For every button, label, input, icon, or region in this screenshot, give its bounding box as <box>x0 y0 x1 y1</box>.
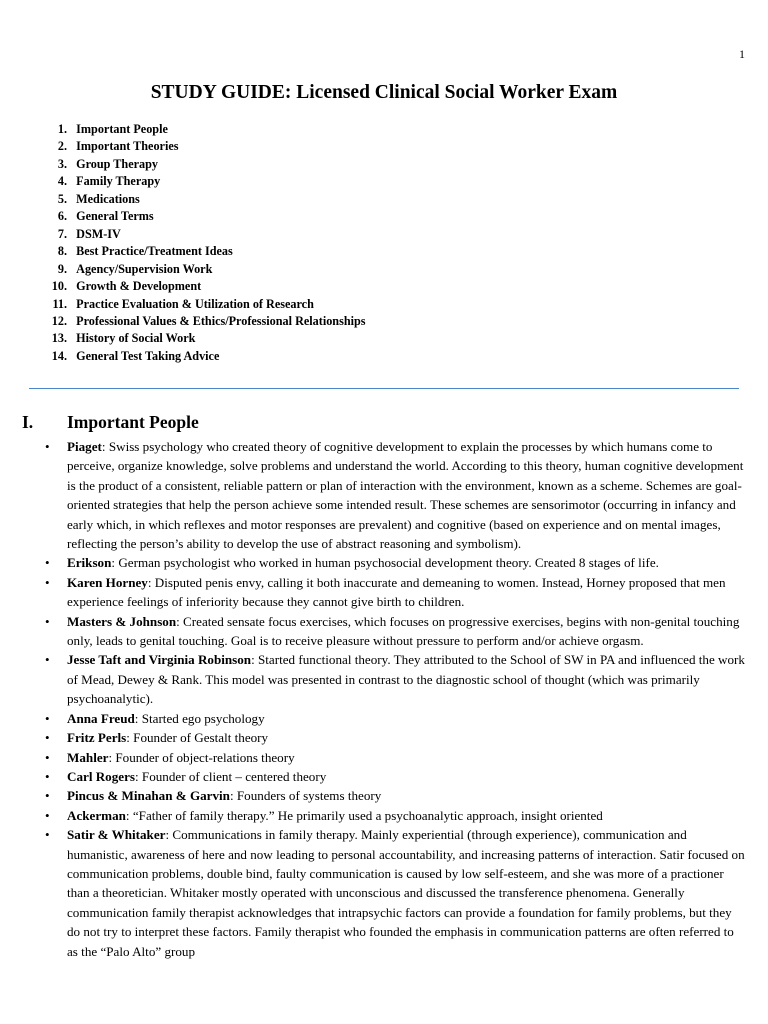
section-divider <box>29 388 739 389</box>
list-item <box>67 650 747 708</box>
entry-name: Piaget <box>67 439 102 454</box>
list-item <box>67 612 747 651</box>
toc-number: 9. <box>57 261 67 276</box>
toc-number: 6. <box>57 209 67 224</box>
toc-item <box>40 348 366 365</box>
toc-number: 10. <box>51 279 67 294</box>
list-item <box>67 573 747 612</box>
entry-name: Ackerman <box>67 807 126 823</box>
toc-label: Medications <box>76 191 140 206</box>
entry-name: Pincus & Minahan & Garvin <box>67 788 230 804</box>
toc-item <box>40 261 366 278</box>
toc-number: 1. <box>57 122 67 136</box>
toc-number: 4. <box>57 174 67 189</box>
toc-label: Growth & Development <box>76 279 202 294</box>
entry-text: German psychologist who worked in human psychosocial development theory. Created 8 stages of life. <box>118 555 659 571</box>
entry-separator: : <box>134 710 142 726</box>
list-item <box>67 806 747 825</box>
list-item <box>67 728 747 747</box>
section-numeral: I. <box>22 412 34 432</box>
toc-item <box>40 330 366 347</box>
document-title: STUDY GUIDE: Licensed Clinical Social Worker Exam <box>150 82 618 103</box>
toc-number: 13. <box>51 331 67 346</box>
entry-text: Disputed penis envy, calling it both inaccurate and demeaning to women. Instead, Horney proposed that men experience feelings of inferiority because they cannot give birth to children. <box>67 574 726 610</box>
entry-name: Satir & Whitaker <box>67 827 166 843</box>
section-title: Important People <box>67 412 199 432</box>
toc-number: 3. <box>57 156 67 171</box>
list-item <box>67 748 747 767</box>
entry-text: Founder of client – centered theory <box>141 768 327 784</box>
entry-separator: : <box>125 807 133 823</box>
toc-item <box>40 156 366 173</box>
toc-item <box>40 208 366 225</box>
toc-label: Family Therapy <box>76 174 161 189</box>
entry-name: Anna Freud <box>67 710 135 726</box>
toc-label: Important People <box>76 122 168 136</box>
page-number: 1 <box>739 47 745 61</box>
toc-number: 12. <box>51 313 67 328</box>
entry-separator: : <box>101 439 109 454</box>
toc-number: 7. <box>57 226 67 241</box>
entry-separator: : <box>176 613 184 629</box>
toc-item <box>40 226 366 243</box>
entry-name: Masters & Johnson <box>67 613 177 629</box>
entry-text: “Father of family therapy.” He primarily used a psychoanalytic approach, insight oriented <box>132 807 603 823</box>
people-list <box>67 437 747 961</box>
toc-label: Agency/Supervision Work <box>76 261 213 276</box>
entry-text: Started functional theory. They attributed to the School of SW in PA and influenced the work of Mead, Dewey & Rank. This model was presented in contrast to the diagnostic school of thought (which was primarily psychoanalytic). <box>67 652 745 707</box>
entry-name: Fritz Perls <box>67 730 127 746</box>
list-item <box>67 825 747 961</box>
entry-text: Communications in family therapy. Mainly experiential (through experience), communication and humanistic, awareness of here and now leading to personal accountability, and increasing patterns of interaction. Satir focused on communication problems, double bind, faulty communication is caused by low self-esteem, and she was more of a practioner than a theoretician. Whitaker mostly operated with unconscious and discussed the transference phenomena. Generally communication family therapist acknowledges that intrapsychic factors can provide a foundation for family problems, but they do not try to interpret these factors. Family therapist who founded the emphasis in communication patterns are often referred to as the “Palo Alto” group <box>67 827 745 959</box>
entry-separator: : <box>126 730 134 746</box>
list-item <box>67 786 747 805</box>
toc-number: 11. <box>52 296 67 311</box>
entry-text: Swiss psychology who created theory of cognitive development to explain the processes by which humans come to perceive, organize knowledge, solve problems and understand the world. According to this theory, human cognitive development is the product of a consistent, reliable pattern or plan of interaction with the environment, known as a scheme. Schemes are goal-oriented strategies that help the person achieve some intended result. These schemes are sensorimotor (occurring in infancy and early which, in which reflexes and motor responses are prevalent) and cognitive (based on experience and on mental images, reflecting the person’s ability to develop the use of abstract reasoning and symbolism). <box>67 439 744 552</box>
toc-item <box>40 138 366 155</box>
toc-item <box>40 191 366 208</box>
toc-label: Important Theories <box>76 139 179 154</box>
toc-label: Best Practice/Treatment Ideas <box>76 244 233 259</box>
section-heading <box>22 412 199 433</box>
toc-label: Group Therapy <box>76 156 158 171</box>
toc-item <box>40 278 366 295</box>
entry-text: Founder of Gestalt theory <box>133 730 269 746</box>
entry-name: Jesse Taft and Virginia Robinson <box>67 652 252 668</box>
toc-item <box>40 313 366 330</box>
toc-item <box>40 173 366 190</box>
toc-item <box>40 296 366 313</box>
entry-separator: : <box>165 827 173 843</box>
entry-text: Founder of object-relations theory <box>115 749 295 765</box>
entry-text: Created sensate focus exercises, which focuses on progressive exercises, begins with non-genital touching only, leads to genital touching. Goal is to receive pleasure without pressure to perform and/or achieve orgasm. <box>67 613 740 649</box>
toc-label: General Terms <box>76 209 154 224</box>
toc-number: 14. <box>51 348 67 363</box>
toc-label: Practice Evaluation & Utilization of Research <box>76 296 314 311</box>
entry-separator: : <box>111 555 119 571</box>
toc-number: 2. <box>57 139 67 154</box>
entry-separator: : <box>229 788 237 804</box>
list-item <box>67 437 747 553</box>
toc-number: 8. <box>57 244 67 259</box>
toc-label: DSM-IV <box>76 226 121 241</box>
entry-separator: : <box>108 749 116 765</box>
toc-label: Professional Values & Ethics/Professional Relationships <box>76 313 366 328</box>
entry-separator: : <box>251 652 259 668</box>
entry-name: Carl Rogers <box>67 768 135 784</box>
list-item <box>67 553 747 572</box>
toc-item <box>40 121 366 138</box>
entry-separator: : <box>147 574 155 590</box>
entry-text: Started ego psychology <box>141 710 265 726</box>
entry-name: Karen Horney <box>67 574 148 590</box>
toc-number: 5. <box>57 191 67 206</box>
toc-label: General Test Taking Advice <box>76 348 220 363</box>
entry-name: Erikson <box>67 555 112 571</box>
entry-text: Founders of systems theory <box>236 788 382 804</box>
list-item <box>67 709 747 728</box>
toc-item <box>40 243 366 260</box>
entry-name: Mahler <box>67 749 109 765</box>
table-of-contents <box>40 121 366 365</box>
list-item <box>67 767 747 786</box>
toc-label: History of Social Work <box>76 331 196 346</box>
entry-separator: : <box>135 768 142 784</box>
